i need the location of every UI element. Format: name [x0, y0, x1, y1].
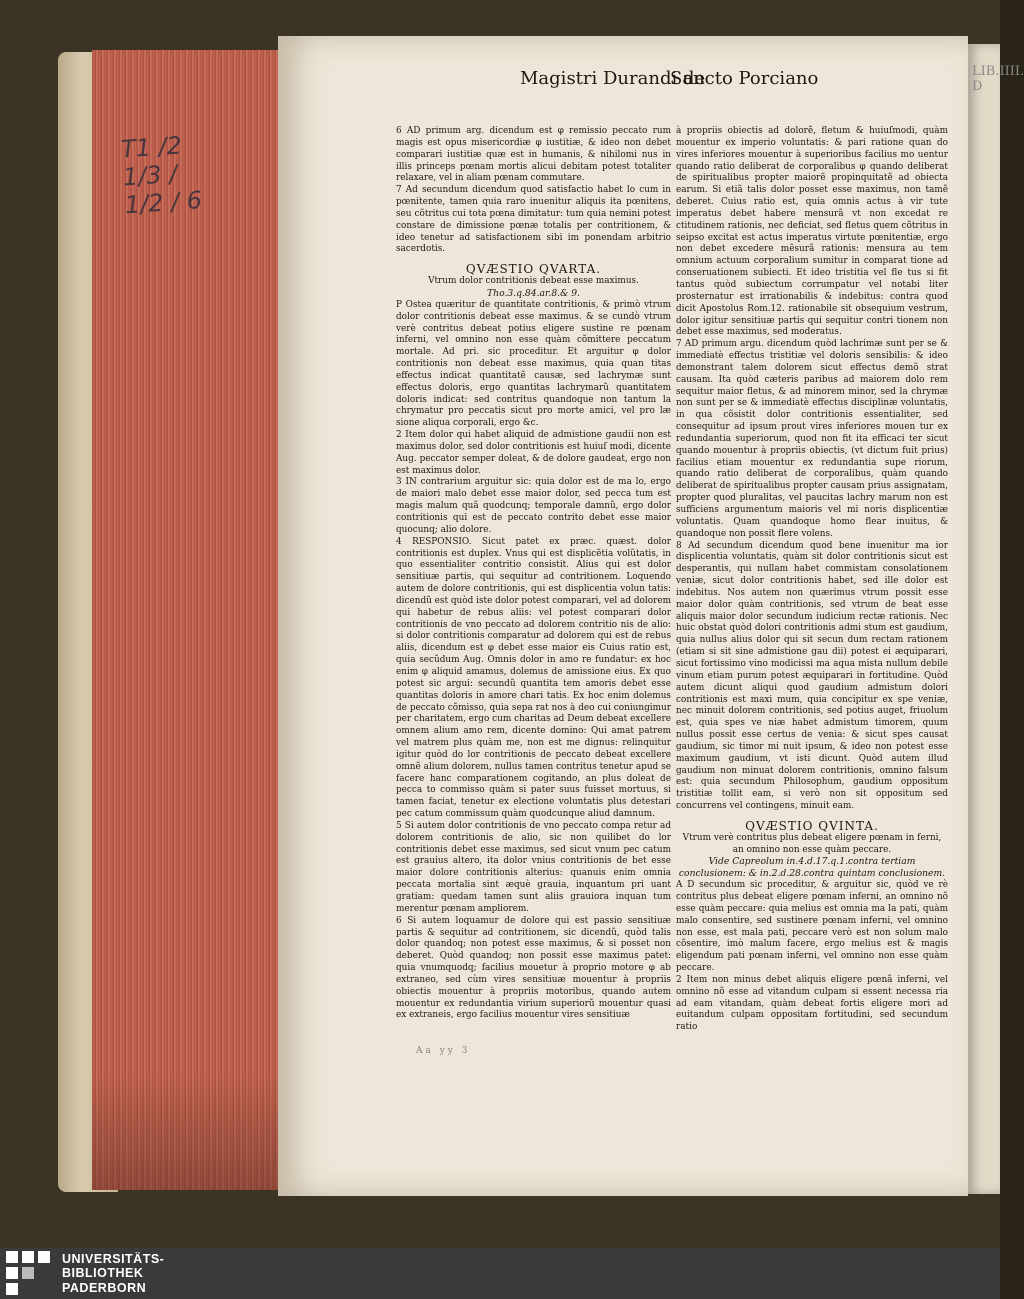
question-statement: Vtrum verè contritus plus debeat eligere pœnam in ferni, an omnino non esse quàm peccare. — [682, 832, 942, 855]
text-column-right — [676, 126, 948, 1034]
question-statement: Vtrum dolor contritionis debeat esse maximus. — [428, 276, 639, 287]
library-name-line1: UNIVERSITÄTS- — [62, 1252, 165, 1266]
paragraph: 7 Ad secundum dicendum quod satisfactio habet lo cum in pœnitente, tamen quia raro inuenitur aliquis ita pœnitens, seu cõtritus cui tota pœna dimitatur: tum quia nemini potest constare de dimissione pœnæ totalis per contritionem, & ideo tenetur ad satisfactionem sibi im ponendam arbitrio sacerdotis. — [396, 185, 671, 255]
question-heading: QVÆSTIO QVINTA. — [745, 818, 879, 833]
paragraph: 3 IN contrarium arguitur sic: quia dolor est de ma lo, ergo de maiori malo debet esse maior dolor, sed pecca tum est magis malum quã quodcunq; temporale damnũ, ergo dolor contritionis qui est de peccato contrito debet esse maior quocunq; alio dolore. — [396, 477, 671, 535]
running-head-right: Sancto Porciano — [670, 68, 819, 89]
paragraph: 6 Si autem loquamur de dolore qui est passio sensitiuæ partis & sequitur ad contritionem, sic dicendũ, quòd talis dolor quandoq; non potest esse maximus, & si posset non deberet. Quòd quandoq; non possit esse maximus patet: quia vnumquodq; facilius mouetur à proprio motore φ ab extraneo, sed cùm vires sensitiuæ mouentur à propriis obiectis mouentur à propriis motoribus, quando autem mouentur ex redundantia virium superiorũ mouentur quasi ex extraneis, ergo facilius mouentur vires sensitiuæ — [396, 915, 671, 1021]
cross-reference: Tho.3.q.84.ar.8.& 9. — [487, 287, 580, 299]
next-page-running-head: LIB.IIII. D — [972, 64, 1024, 94]
paragraph: A D secundum sic proceditur, & arguitur sic, quòd ve rè contritus plus debeat eligere pœnam inferni, an omnino nõ esse quàm peccare: quia melius est omnia ma la pati, quàm malo consentire, sed sustinere pœnam inferni, vel omnino non esse, est mala pati, peccare verò est non solum malo cõsentire, imò malum facere, ergo melius est & magis eligendum pati pœnam inferni, vel omnino non esse quàm peccare. — [676, 880, 948, 974]
paragraph: 6 AD primum arg. dicendum est φ remissio peccato rum magis est opus misericordiæ φ iustitiæ, & ideo non debet comparari iustitiæ quæ est in humanis, & nihilomi nus in illis princeps pœnam mortis alicui debitam potest totaliter relaxare, vel in aliam pœnam commutare. — [396, 126, 671, 184]
paragraph: 2 Item non minus debet aliquis eligere pœnã inferni, vel omnino nõ esse ad vitandum culpam si essent necessa ria ad eam vitandam, quàm debeat fortis eligere mori ad euitandum culpam oppositam fortitudini, sed secundum ratio — [676, 974, 948, 1033]
library-name-line3: PADERBORN — [62, 1280, 147, 1295]
running-head-left: Magistri Durandi de — [520, 68, 706, 89]
paragraph: 8 Ad secundum dicendum quod bene inuenitur ma ior displicentia voluntatis, quàm sit dolor contritionis sicut est desperantis, qui nullam habet commistam consolationem veniæ, sicut dolor contritionis habet, sed ille dolor est indebitus. Nos autem non quærimus vtrum possit esse maior dolor quàm contritionis, sed vtrum de beat esse aliquis maior dolor secundum iudicium rectæ rationis. Nec huic obstat quòd dolori contritionis admi stum est gaudium, quia nullus alius dolor qui sit secun dum rectam rationem (etiam si sit sine admistione gau dii) potest ei æquiparari, sicut fortissimo vino modicissi ma aqua mista nullum debile vinum etiam purum potest æquiparari in fortitudine. Quòd autem dicunt aliqui quod gaudium admistum dolori contritionis est maxi mum, quia concipitur ex spe veniæ, nec minuit dolorem contritionis, sed potius auget, friuolum est, quia spes ve niæ habet admistum timorem, quum nullus possit esse certus de venia: & sicut spes causat gaudium, sic timor mi nuit ipsum, & ideo non potest esse maximum gaudium, vt isti dicunt. Quòd autem illud gaudium non minuat dolorem contritionis, omnino falsum est: quia secundum Philosophum, gaudium oppositum tristitiæ tollit eam, si verò non sit oppositum sed concurrens vel contingens, minuit eam. — [676, 540, 948, 812]
paragraph: 4 RESPONSIO. Sicut patet ex præc. quæst. dolor contritionis est duplex. Vnus qui est displicẽtia volũtatis, in quo essentialiter contritio consistit. Alius qui est dolor sensitiuæ partis, qui sequitur ad contritionem. Loquendo autem de dolore contritionis, qui est displicentia volun tatis: dicendũ est quòd iste dolor potest comparari, vel ad dolorem qui habetur de rebus aliis: vel potest comparari dolor contritionis de vno peccato ad dolorem contritio nis de alio: si dolor contritionis comparatur ad dolorem qui est de rebus aliis, dicendum est φ debet esse maior eis Cuius ratio est, quia secũdum Aug. Omnis dolor in amo re fundatur: ex hoc enim φ aliquid amamus, dolemus de amissione eius. Ex quo potest sic argui: secundũ quantita tem amoris debet esse quantitas doloris in amore chari tatis. Ex hoc enim dolemus de peccato cõmisso, quia sepa rat nos à deo cui coniungimur per charitatem, ergo cum charitas ad Deum debeat excellere omnem alium amo rem, dicente domino: Qui amat patrem vel matrem plus quàm me, non est me dignus: relinquitur igitur quòd do lor contritionis de peccato debeat excellere omnẽ alium dolorem, nullus tamen contritus tenetur apud se facere hanc comparationem cogitando, an plus doleat de pecca to commisso quàm si pater suus fuisset mortuus, si tamen faciat, tenetur ex electione voluntatis plus detestari pec catum commissum quàm quodcunque aliud damnum. — [396, 536, 671, 820]
paragraph: 7 AD primum argu. dicendum quòd lachrimæ sunt per se & immediatè effectus tristitiæ vel doloris sensibilis: & ideo demonstrant talem dolorem sicut effectus demõ strat causam. Ita quòd cæteris paribus ad maiorem dolo rem sequitur maior fletus, & ad minorem minor, sed la chrymæ non sunt per se & immediatè effectus disciplinæ voluntatis, in qua cõsistit dolor contritionis essentialiter, sed consequitur ad ipsum prout vires inferiores mouen tur ex redundantia superiorum, quod non fit ita efficaci ter sicut quando mouentur à propriis obiectis, (vt dictum fuit prius) facilius etiam mouentur ex redundantia supe riorum, quando ratio deliberat de corporalibus, quàm quando deliberat de spiritualibus propter causam prius assignatam, propter quod pluralitas, vel paucitas lachry marum non est sufficiens argumentum maioris vel mi noris displicentiæ voluntatis. Quam quandoque homo flear inuitus, & quandoque non possit flere volens. — [676, 339, 948, 539]
library-name-line2: BIBLIOTHEK — [62, 1266, 144, 1281]
paragraph: 5 Si autem dolor contritionis de vno peccato compa retur ad dolorem contritionis de alio, sic non quilibet do lor contritionis debet esse maximus, sed sicut vnum pec catum est grauius altero, ita dolor vnius contritionis de bet esse maior dolore contritionis alterius: quanuis enim omnia peccata mortalia sint æquè grauia, inquantum pri uant gratiam: quedam tamen sunt aliis grauiora inquan tum merentur pœnam ampliorem. — [396, 820, 671, 914]
paragraph: 2 Item dolor qui habet aliquid de admistione gaudii non est maximus dolor, sed dolor contritionis est huiuſ modi, dicente Aug. peccator semper doleat, & de dolore gaudeat, ergo non est maximus dolor. — [396, 430, 671, 476]
paragraph: P Ostea quæritur de quantitate contritionis, & primò vtrum dolor contritionis debeat esse maximus. & se cundò vtrum verè contritus debeat potius eligere sustine re pœnam inferni, vel omnino non esse quàm cõmittere peccatum mortale. Ad pri. sic proceditur. Et arguitur φ dolor contritionis non debeat esse maximus, quia quan titas effectus indicat quantitatẽ causæ, sed lachrymæ sunt effectus doloris, ergo quantitas lachrymarũ quantitatem doloris indicat: sed contritus quandoque non tantum la chrymatur pro peccatis sicut pro morte amici, vel pro læ sione aliqua corporali, ergo &c. — [396, 299, 671, 429]
library-logo-icon — [6, 1251, 54, 1295]
cross-reference: Vide Capreolum in.4.d.17.q.1.contra tertiam conclusionem: & in.2.d.28.contra quintam conclusionem. — [678, 856, 946, 880]
text-column-left — [396, 126, 671, 1022]
paragraph: à propriis obiectis ad dolorẽ, fletum & huiuſmodi, quàm mouentur ex imperio voluntatis: & pari ratione quan do vires inferiores mouentur à superioribus facilius mo uentur quando ratio deliberat de corporalibus φ quando deliberat de spiritualibus propter maiorẽ propinquitatẽ ad obiecta earum. Si etiã talis dolor posset esse maximus, non tamẽ deberet. Cuius ratio est, quia omnis actus à vir tute imperatus debet habere mensurã vt non excedat re ctitudinem rationis, nec deficiat, sed fletus quem cõtritus in seipso excitat est actus imperatus virtute pœnitentiæ, ergo non debet excedere mẽsurã rationis: mensura au tem omnium actuum corporalium sumitur in comparat tione ad conseruationem subiecti. Et ideo tristitia vel fle tus si fit tantus quòd subiectum corrumpatur vel notabi liter prosternatur est irrationabilis & indebitus: contra quod dicit Apostolus Rom.12. rationabile sit obsequium vestrum, dolor igitur sensitiuæ partis qui sequitur contri tionem non debet esse maximus, sed moderatus. — [676, 126, 948, 338]
signature-mark: Aa yy 3 — [416, 1046, 471, 1056]
shelfmark-handwriting: T1 /2 1/3 / 1/2 / 6 — [120, 131, 203, 220]
question-heading: QVÆSTIO QVARTA. — [465, 262, 602, 277]
red-page-edges — [92, 50, 282, 1190]
library-name — [62, 1252, 164, 1295]
next-page-edge — [968, 44, 1024, 1194]
